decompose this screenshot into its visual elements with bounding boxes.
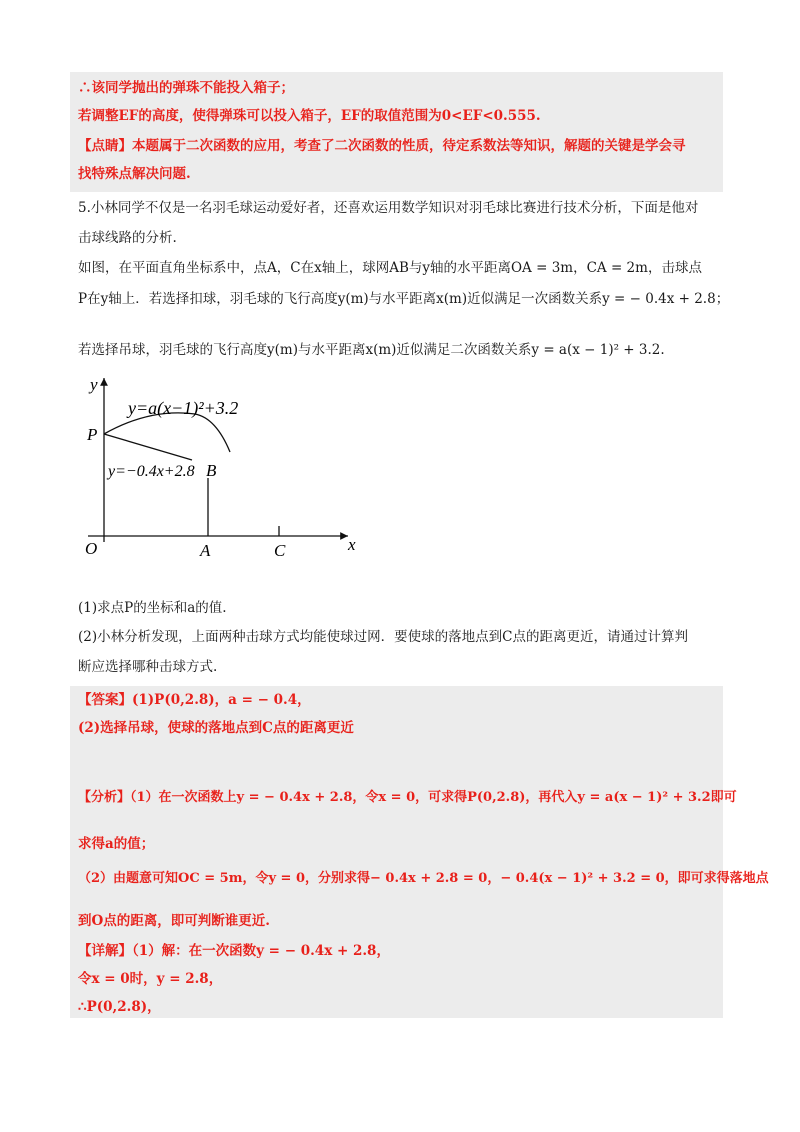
problem-line-5: 若选择吊球，羽毛球的飞行高度y(m)与水平距离x(m)近似满足二次函数关系y = a(x − 1)² + 3.2.	[78, 342, 665, 358]
problem-line-2: 击球线路的分析.	[78, 230, 177, 246]
coordinate-figure	[70, 370, 370, 565]
analysis-line-3: （2）由题意可知OC = 5m，令y = 0，分别求得− 0.4x + 2.8 = 0，− 0.4(x − 1)² + 3.2 = 0，即可求得落地点	[78, 871, 769, 886]
problem-line-3: 如图，在平面直角坐标系中，点A，C在x轴上，球网AB与y轴的水平距离OA = 3m，CA = 2m，击球点	[78, 260, 702, 276]
analysis-line-4: 到O点的距离，即可判断谁更近.	[78, 913, 270, 929]
analysis-line-1: 【分析】（1）在一次函数上y = − 0.4x + 2.8，令x = 0，可求得P(0,2.8)，再代入y = a(x − 1)² + 3.2即可	[78, 790, 737, 805]
point-a-label: A	[200, 541, 211, 560]
question-2-line-1: (2)小林分析发现，上面两种击球方式均能使球过网．要使球的落地点到C点的距离更近，请通过计算判	[78, 629, 688, 645]
remark-line-1: 【点睛】本题属于二次函数的应用，考查了二次函数的性质，待定系数法等知识，解题的关键是学会寻	[78, 138, 686, 154]
answer-line-1: 【答案】(1)P(0,2.8)，a = − 0.4，	[78, 692, 311, 708]
point-c-label: C	[274, 541, 286, 560]
parabola-curve	[104, 413, 230, 452]
analysis-line-2: 求得a的值；	[78, 836, 155, 852]
detail-line-3: ∴P(0,2.8)，	[78, 999, 161, 1015]
smash-line	[104, 434, 192, 460]
detail-line-2: 令x = 0时，y = 2.8，	[78, 971, 223, 987]
point-p-label: P	[87, 425, 98, 444]
answer-line-2: (2)选择吊球，使球的落地点到C点的距离更近	[78, 720, 354, 736]
conclusion-line: ∴该同学抛出的弹珠不能投入箱子；	[78, 80, 294, 96]
detail-line-1: 【详解】（1）解：在一次函数y = − 0.4x + 2.8，	[78, 943, 390, 959]
remark-line-2: 找特殊点解决问题.	[78, 166, 191, 182]
point-b-label: B	[206, 461, 217, 480]
line-label: y=−0.4x+2.8	[108, 463, 195, 480]
origin-label: O	[85, 539, 98, 558]
y-axis-label: y	[90, 375, 98, 394]
x-axis-label: x	[348, 535, 356, 554]
problem-line-1: 5.小林同学不仅是一名羽毛球运动爱好者，还喜欢运用数学知识对羽毛球比赛进行技术分析，下面是他对	[78, 200, 699, 216]
problem-line-4: P在y轴上．若选择扣球，羽毛球的飞行高度y(m)与水平距离x(m)近似满足一次函数关系y = − 0.4x + 2.8；	[78, 291, 730, 307]
range-line: 若调整EF的高度，使得弹珠可以投入箱子，EF的取值范围为0<EF<0.555.	[78, 108, 541, 124]
question-2-line-2: 断应选择哪种击球方式.	[78, 659, 218, 675]
question-1: (1)求点P的坐标和a的值.	[78, 600, 227, 616]
parabola-label: y=a(x−1)²+3.2	[128, 398, 239, 418]
